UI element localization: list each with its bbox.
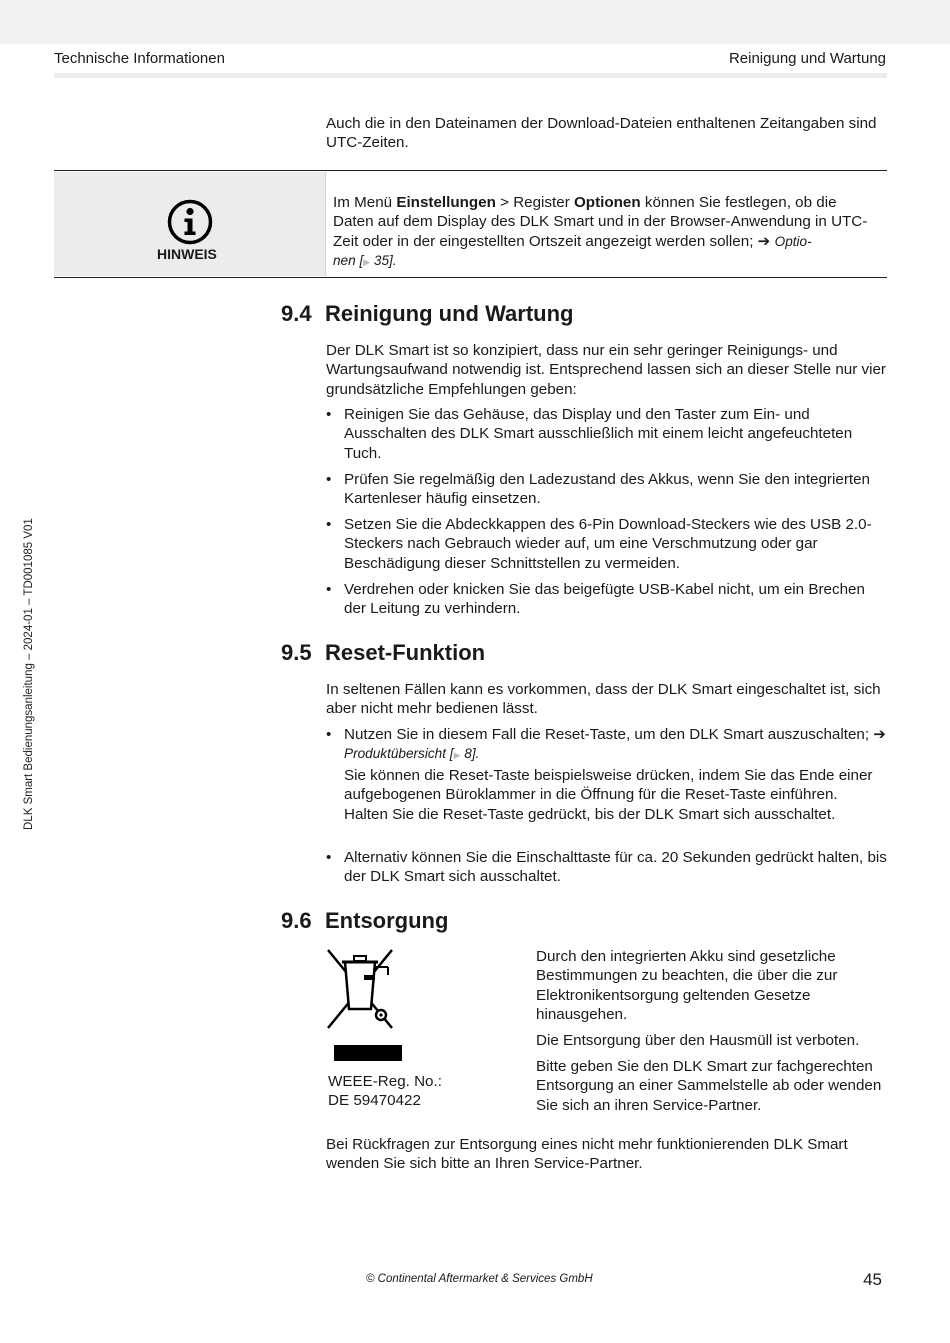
- section-number: 9.5: [281, 640, 312, 665]
- section-heading-9-4: [281, 301, 573, 327]
- list-item: • Prüfen Sie regelmäßig den Ladezustand des Akkus, wenn Sie den integrierten Kartenleser häufig einsetzen.: [326, 470, 888, 509]
- note-text-2: > Register: [495, 194, 574, 211]
- note-text: [333, 193, 881, 273]
- header-rule: [54, 73, 887, 78]
- note-text-3: können Sie festlegen, ob die Daten auf dem Display des DLK Smart und in der Browser-Anwendung in UTC-Zeit oder in der eingestellten Ortszeit angezeigt werden sollen;: [333, 194, 868, 250]
- link-page[interactable]: 8].: [460, 746, 480, 762]
- running-header-left: Technische Informationen: [54, 50, 225, 67]
- info-icon: [167, 199, 213, 245]
- section-heading-9-6: [281, 908, 448, 934]
- reset-instruction: Nutzen Sie in diesem Fall die Reset-Taste, um den DLK Smart auszuschalten;: [344, 726, 874, 743]
- intro-paragraph: Auch die in den Dateinamen der Download-Dateien enthaltenen Zeitangaben sind UTC-Zeiten.: [326, 115, 877, 152]
- note-link-options[interactable]: Optio-: [774, 233, 812, 249]
- note-bottom-rule: [54, 277, 887, 278]
- section-title: Entsorgung: [325, 908, 449, 933]
- list-item: • Setzen Sie die Abdeckkappen des 6-Pin Download-Steckers wie des USB 2.0-Steckers nach Gebrauch wieder auf, um eine Verschmutzung oder gar Beschädigung dieser Schnittstellen zu vermeiden.: [326, 515, 888, 573]
- disposal-paragraph-2: Die Entsorgung über den Hausmüll ist verboten.: [536, 1032, 860, 1049]
- list-item: • Reinigen Sie das Gehäuse, das Display und den Taster zum Ein- und Ausschalten des DLK Smart ausschließlich mit einem leicht angefeuchteten Tuch.: [326, 405, 888, 463]
- section-heading-9-5: [281, 640, 485, 666]
- section-9-5-intro: In seltenen Fällen kann es vorkommen, dass der DLK Smart eingeschaltet ist, sich aber nicht mehr bedienen lässt.: [326, 681, 881, 718]
- section-title: Reset-Funktion: [325, 640, 486, 665]
- section-number: 9.6: [281, 908, 312, 933]
- weee-black-bar: [334, 1045, 402, 1061]
- section-title: Reinigung und Wartung: [325, 301, 574, 326]
- note-top-rule: [54, 170, 887, 171]
- note-label: HINWEIS: [157, 246, 217, 262]
- list-item: • Verdrehen oder knicken Sie das beigefügte USB-Kabel nicht, um ein Brechen der Leitung zu verhindern.: [326, 580, 888, 619]
- side-document-label: DLK Smart Bedienungsanleitung – 2024-01 – TD001085 V01: [23, 518, 35, 830]
- weee-number: DE 59470422: [328, 1092, 421, 1110]
- note-menu-settings: Einstellungen: [396, 194, 496, 211]
- reset-hold-text: Halten Sie die Reset-Taste gedrückt, bis der DLK Smart sich ausschaltet.: [344, 805, 836, 823]
- note-divider: [325, 172, 326, 276]
- arrow-icon: ➔: [757, 232, 771, 250]
- link-product-overview[interactable]: Produktübersicht [: [344, 746, 454, 762]
- weee-registration: [328, 1072, 508, 1111]
- disposal-paragraph-3: Bitte geben Sie den DLK Smart zur fachgerechten Entsorgung an einer Sammelstelle ab oder wenden Sie sich an ihren Service-Partner.: [536, 1058, 882, 1114]
- page-ref-icon: ▶: [363, 257, 371, 268]
- top-band: [0, 0, 950, 44]
- footer-copyright: © Continental Aftermarket & Services GmbH: [366, 1273, 593, 1285]
- page-ref-icon: ▶: [453, 750, 461, 761]
- arrow-icon: ➔: [873, 726, 887, 743]
- disposal-paragraph-1: Durch den integrierten Akku sind gesetzliche Bestimmungen zu beachten, die über die zur Elektronikentsorgung geltenden Gesetze hinausgehen.: [536, 948, 838, 1024]
- note-link-options-cont[interactable]: nen [: [333, 253, 364, 269]
- note-text-1: Im Menü: [333, 194, 397, 211]
- section-number: 9.4: [281, 301, 312, 326]
- running-header-right: Reinigung und Wartung: [728, 50, 886, 67]
- list-item: [326, 725, 888, 824]
- disposal-closing: Bei Rückfragen zur Entsorgung eines nicht mehr funktionierenden DLK Smart wenden Sie sich bitte an Ihren Service-Partner.: [326, 1136, 848, 1173]
- page-number: 45: [863, 1270, 882, 1289]
- reset-paperclip-text: Sie können die Reset-Taste beispielsweise drücken, indem Sie das Ende einer aufgebogenen Büroklammer in die Öffnung für die Reset-Taste einführen.: [344, 766, 873, 804]
- section-9-4-intro: Der DLK Smart ist so konzipiert, dass nur ein sehr geringer Reinigungs- und Wartungsaufwand notwendig ist. Entsprechend lassen sich an dieser Stelle nur vier grundsätzliche Empfehlungen geben:: [326, 342, 886, 398]
- note-tab-options: Optionen: [573, 194, 641, 211]
- note-link-page[interactable]: 35].: [370, 253, 397, 269]
- list-item: • Alternativ können Sie die Einschalttaste für ca. 20 Sekunden gedrückt halten, bis der DLK Smart sich ausschaltet.: [326, 848, 888, 887]
- weee-label: WEEE-Reg. No.:: [328, 1073, 442, 1090]
- crossed-out-wheelie-bin-icon: [325, 945, 395, 1031]
